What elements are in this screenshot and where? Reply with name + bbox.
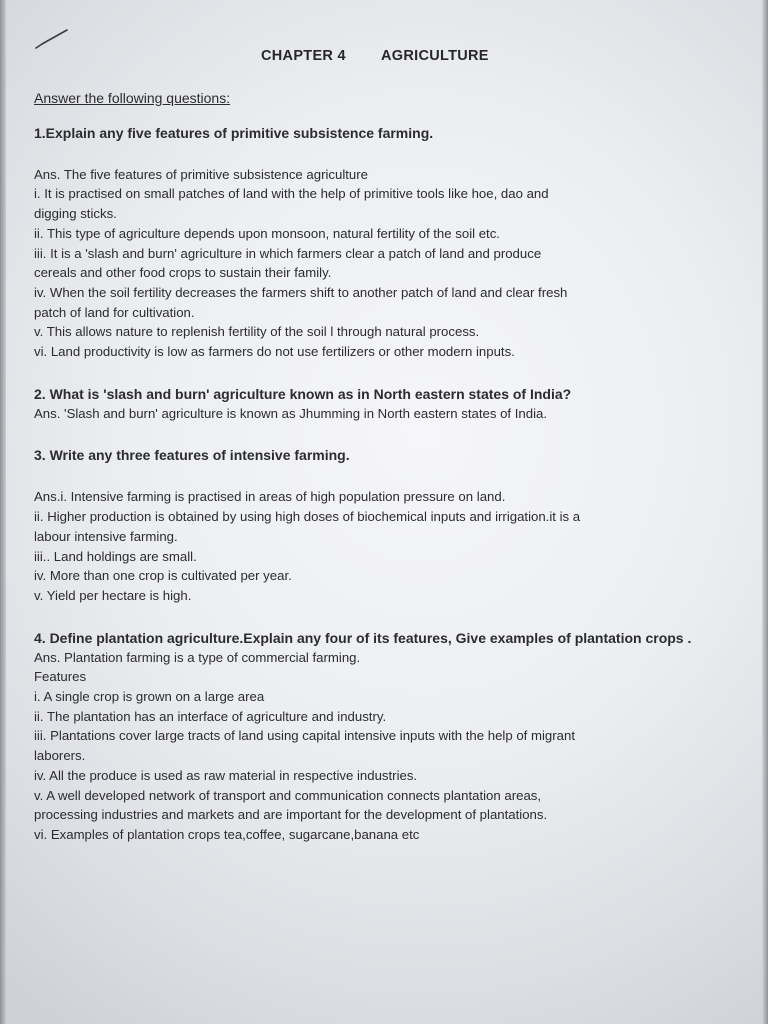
answer-line: ii. Higher production is obtained by using high doses of biochemical inputs and irrigation.it is a [34,509,581,525]
question-1: 1.Explain any five features of primitive subsistence farming. [34,124,434,141]
page-edge-left [0,0,6,1024]
chapter-number: CHAPTER 4 [261,48,346,64]
answer-line: iv. All the produce is used as raw material in respective industries. [34,767,418,783]
answer-line: i. A single crop is grown on a large area [34,689,265,705]
answer-line: laborers. [34,748,86,764]
answer-line: v. Yield per hectare is high. [34,587,192,603]
answer-line: Ans. The five features of primitive subsistence agriculture [34,166,368,182]
answer-line: cereals and other food crops to sustain their family. [34,265,332,281]
answer-line: vi. Land productivity is low as farmers do not use fertilizers or other modern inputs. [34,344,515,360]
answer-line: ii. The plantation has an interface of agriculture and industry. [34,708,387,724]
answer-line: i. It is practised on small patches of land with the help of primitive tools like hoe, dao and [34,186,549,202]
answer-line: iii.. Land holdings are small. [34,548,197,564]
answer-2 [34,404,694,424]
answer-line: v. A well developed network of transport and communication connects plantation areas, [34,787,542,803]
answer-4 [34,648,694,845]
answer-line: vi. Examples of plantation crops tea,coffee, sugarcane,banana etc [34,826,420,842]
answer-line: Ans. Plantation farming is a type of commercial farming. [34,649,361,665]
answer-line: iii. Plantations cover large tracts of land using capital intensive inputs with the help of migrant [34,728,575,744]
instruction-heading: Answer the following questions: [34,90,231,106]
answer-line: Ans.i. Intensive farming is practised in areas of high population pressure on land. [34,489,506,505]
answer-line: digging sticks. [34,206,117,222]
answer-line: ii. This type of agriculture depends upon monsoon, natural fertility of the soil etc. [34,225,500,241]
answer-line: v. This allows nature to replenish fertility of the soil l through natural process. [34,324,480,340]
answer-line: iii. It is a 'slash and burn' agriculture in which farmers clear a patch of land and produce [34,245,542,261]
answer-line: iv. When the soil fertility decreases the farmers shift to another patch of land and clear fresh [34,284,568,300]
answer-line: Features [34,669,87,685]
question-2: 2. What is 'slash and burn' agriculture known as in North eastern states of India? [34,385,572,402]
page-edge-right [762,0,768,1024]
answer-line: iv. More than one crop is cultivated per year. [34,568,292,584]
chapter-subject: AGRICULTURE [381,48,489,64]
question-4: 4. Define plantation agriculture.Explain any four of its features, Give examples of plantation crops . [34,629,692,646]
answer-line: labour intensive farming. [34,528,178,544]
document-body [34,89,694,845]
answer-1 [34,165,694,362]
question-3: 3. Write any three features of intensive farming. [34,447,350,464]
chapter-header [0,48,768,68]
answer-line: Ans. 'Slash and burn' agriculture is known as Jhumming in North eastern states of India. [34,405,548,421]
answer-3 [34,487,694,605]
answer-line: processing industries and markets and are important for the development of plantations. [34,807,548,823]
answer-line: patch of land for cultivation. [34,304,195,320]
